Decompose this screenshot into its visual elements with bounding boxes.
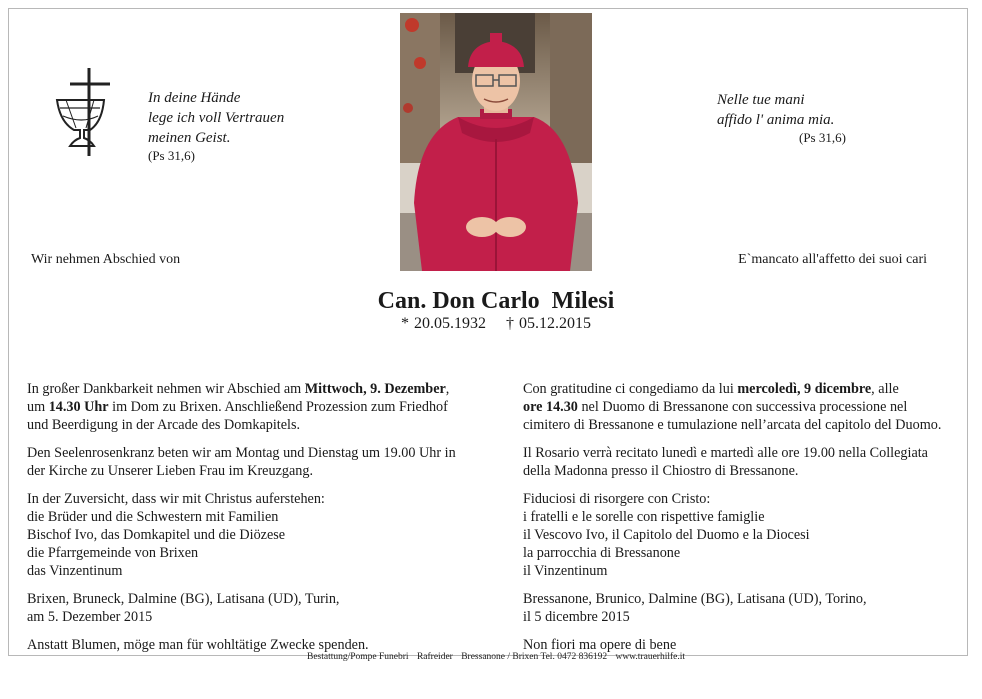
intro-italian: E`mancato all'affetto dei suoi cari <box>738 252 927 267</box>
quote-line: In deine Hände <box>148 90 241 106</box>
portrait-photo <box>400 13 592 271</box>
footer-funeral-home <box>9 652 982 662</box>
footer-website[interactable]: www.trauerhilfe.it <box>615 652 686 662</box>
paragraph-funeral: Con gratitudine ci congediamo da lui mercoledì, 9 dicembre, alle ore 14.30 nel Duomo di Bressanone con successiva processione nel cimitero di Bressanone e tumulazione nell’arcata del capitolo del Duomo. <box>523 381 942 433</box>
paragraph-funeral: In großer Dankbarkeit nehmen wir Abschied am Mittwoch, 9. Dezember, um 14.30 Uhr im Dom zu Brixen. Anschließend Prozession zum Friedhof und Beerdigung in der Arcade des Domkapitels. <box>27 381 450 433</box>
quote-italian <box>717 90 846 146</box>
intro-german: Wir nehmen Abschied von <box>31 252 181 267</box>
cross-chalice-icon <box>54 64 116 159</box>
deceased-name: Can. Don Carlo Milesi <box>377 288 615 314</box>
paragraph-place-date: Bressanone, Brunico, Dalmine (BG), Latisana (UD), Torino, il 5 dicembre 2015 <box>523 591 867 625</box>
paragraph-mourners: Fiduciosi di risorgere con Cristo: i fratelli e le sorelle con rispettive famiglie il Vescovo Ivo, il Capitolo del Duomo e la Diocesi la parrocchia di Bressanone il Vinzentinum <box>523 491 810 579</box>
paragraph-donations: Non fiori ma opere di bene <box>523 637 677 653</box>
portrait-illustration <box>400 13 592 271</box>
quote-line: lege ich voll Vertrauen <box>148 110 285 126</box>
footer-service: Bestattung/Pompe Funebri <box>306 652 409 662</box>
column-italian <box>523 380 982 664</box>
paragraph-place-date: Brixen, Bruneck, Dalmine (BG), Latisana (UD), Turin, am 5. Dezember 2015 <box>27 591 340 625</box>
column-german <box>27 380 489 664</box>
quote-line: affido l' anima mia. <box>717 112 835 128</box>
quote-line: meinen Geist. <box>148 130 231 146</box>
footer-phone: Bressanone / Brixen Tel. 0472 836192 <box>461 652 608 662</box>
obituary-card <box>8 8 968 662</box>
quote-german <box>148 88 284 164</box>
life-dates: * 20.05.1932 † 05.12.2015 <box>401 315 591 332</box>
quote-reference: (Ps 31,6) <box>799 130 846 145</box>
quote-line: Nelle tue mani <box>717 92 805 108</box>
quote-reference: (Ps 31,6) <box>148 148 195 163</box>
paragraph-rosary: Il Rosario verrà recitato lunedì e martedì alle ore 19.00 nella Collegiata della Madonna presso il Chiostro di Bressanone. <box>523 445 928 479</box>
footer-company: Rafreider <box>416 652 453 662</box>
paragraph-donations: Anstatt Blumen, möge man für wohltätige Zwecke spenden. <box>27 637 369 653</box>
paragraph-rosary: Den Seelenrosenkranz beten wir am Montag und Dienstag um 19.00 Uhr in der Kirche zu Unserer Lieben Frau im Kreuzgang. <box>27 445 456 479</box>
paragraph-mourners: In der Zuversicht, dass wir mit Christus auferstehen: die Brüder und die Schwestern mit Familien Bischof Ivo, das Domkapitel und die Diözese die Pfarrgemeinde von Brixen das Vinzentinum <box>27 491 325 579</box>
